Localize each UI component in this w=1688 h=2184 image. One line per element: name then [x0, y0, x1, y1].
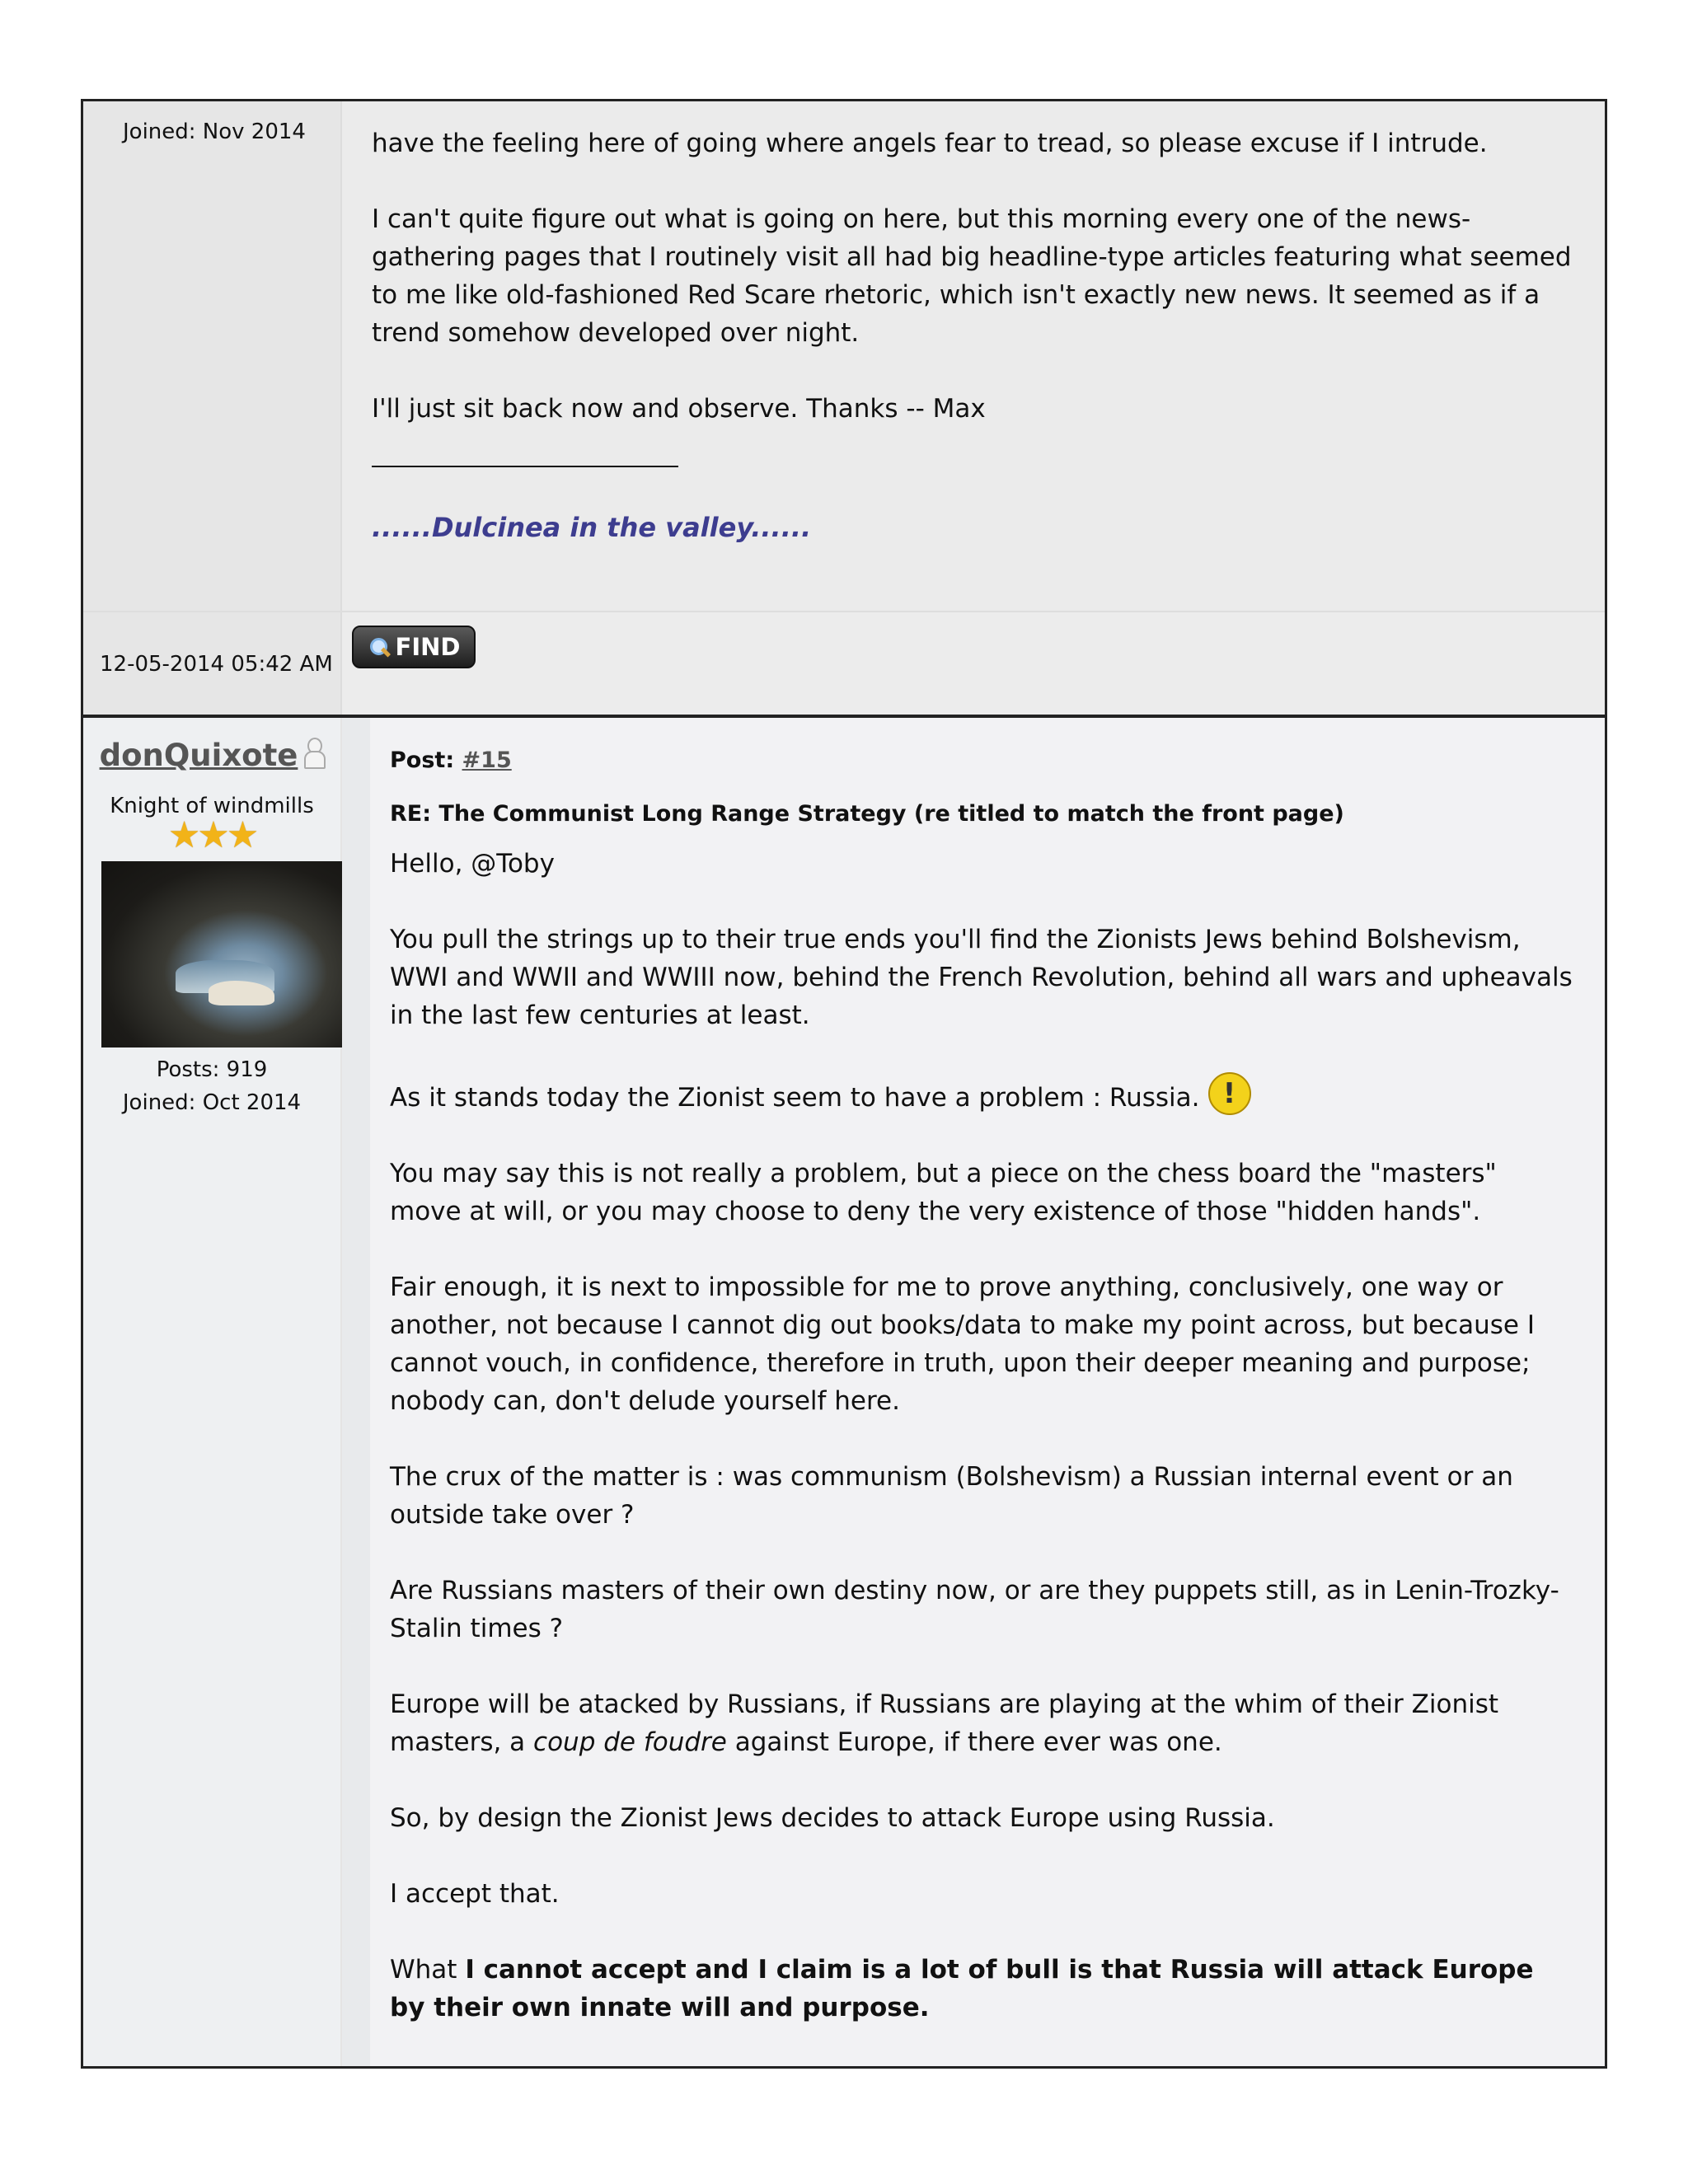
- offline-user-icon: [302, 736, 324, 769]
- joined-date: Joined: Nov 2014: [123, 120, 306, 144]
- post-paragraph: The crux of the matter is : was communism (Bolshevism) a Russian internal event or an outside take over ?: [390, 1462, 1513, 1530]
- find-button[interactable]: [352, 626, 476, 668]
- post-paragraph: I accept that.: [390, 1879, 560, 1909]
- forum-post-1: [81, 99, 1607, 715]
- user-info-panel: [83, 101, 342, 611]
- post-message: [370, 718, 1605, 2066]
- signature-divider: [372, 466, 678, 467]
- gutter: [342, 718, 370, 2066]
- post-paragraph: Hello, @Toby: [390, 849, 555, 879]
- post-paragraph: I can't quite figure out what is going on here, but this morning every one of the news-gathering pages that I routinely visit all had big headline-type articles featuring what seemed to me like old-fashioned Red Scare rhetoric, which isn't exactly new news. It seemed as if a trend somehow developed over night.: [372, 204, 1572, 348]
- post-title: RE: The Communist Long Range Strategy (re titled to match the front page): [390, 801, 1344, 827]
- rank-stars-icon: ★★★: [167, 814, 256, 856]
- username-row: [83, 736, 340, 773]
- posts-count: Posts: 919: [156, 1057, 268, 1082]
- find-button-label: FIND: [395, 633, 461, 661]
- post-paragraph-text: As it stands today the Zionist seem to have a problem : Russia.: [390, 1083, 1200, 1113]
- username-link[interactable]: donQuixote: [99, 738, 298, 773]
- post-paragraph: Fair enough, it is next to impossible for me to prove anything, conclusively, one way or another, not because I cannot dig out books/data to make my point across, but because I cannot vouch, in confidence, therefore in truth, upon their deeper meaning and purpose; nobody can, don't delude yourself here.: [390, 1272, 1535, 1416]
- post-number-label: Post:: [390, 748, 455, 773]
- avatar[interactable]: [101, 861, 350, 1047]
- post-paragraph: [390, 1072, 1575, 1117]
- post-paragraph: [390, 1685, 1575, 1761]
- post-paragraph: You may say this is not really a problem, but a piece on the chess board the "masters" move at will, or you may choose to deny the very existence of those "hidden hands".: [390, 1159, 1497, 1226]
- forum-post-2: [81, 715, 1607, 2069]
- user-title: Knight of windmills: [110, 794, 314, 818]
- post-date: 12-05-2014 05:42 AM: [100, 652, 333, 677]
- bold-statement: I cannot accept and I claim is a lot of bull is that Russia will attack Europe by their own innate will and purpose.: [390, 1955, 1534, 2022]
- post-paragraph: Are Russians masters of their own destiny now, or are they puppets still, as in Lenin-Trozky-Stalin times ?: [390, 1576, 1559, 1643]
- search-icon: [368, 636, 389, 658]
- joined-date: Joined: Oct 2014: [122, 1090, 302, 1115]
- post-number: [390, 748, 1575, 773]
- post-paragraph-text: What: [390, 1955, 466, 1985]
- footer-left: [83, 612, 342, 715]
- post-message: [342, 101, 1605, 611]
- signature: ......Dulcinea in the valley......: [372, 512, 812, 543]
- post-paragraph-text: against Europe, if there ever was one.: [726, 1727, 1222, 1757]
- post-paragraph: [390, 1951, 1575, 2027]
- post-number-link[interactable]: #15: [462, 748, 512, 773]
- post-paragraph: I'll just sit back now and observe. Thanks -- Max: [372, 394, 986, 424]
- italic-phrase: coup de foudre: [533, 1727, 727, 1757]
- user-info-panel: [83, 718, 342, 2066]
- post-paragraph: So, by design the Zionist Jews decides to attack Europe using Russia.: [390, 1803, 1275, 1833]
- post-paragraph: You pull the strings up to their true ends you'll find the Zionists Jews behind Bolshevism, WWI and WWII and WWIII now, behind the French Revolution, behind all wars and upheavals in the last few centuries at least.: [390, 925, 1573, 1030]
- post-footer: [83, 611, 1605, 715]
- exclamation-icon: !: [1208, 1072, 1251, 1115]
- post-paragraph-text: Europe will be atacked by Russians, if Russians are playing at the whim of their Zionist masters, a: [390, 1690, 1499, 1757]
- post-paragraph: have the feeling here of going where angels fear to tread, so please excuse if I intrude.: [372, 129, 1488, 158]
